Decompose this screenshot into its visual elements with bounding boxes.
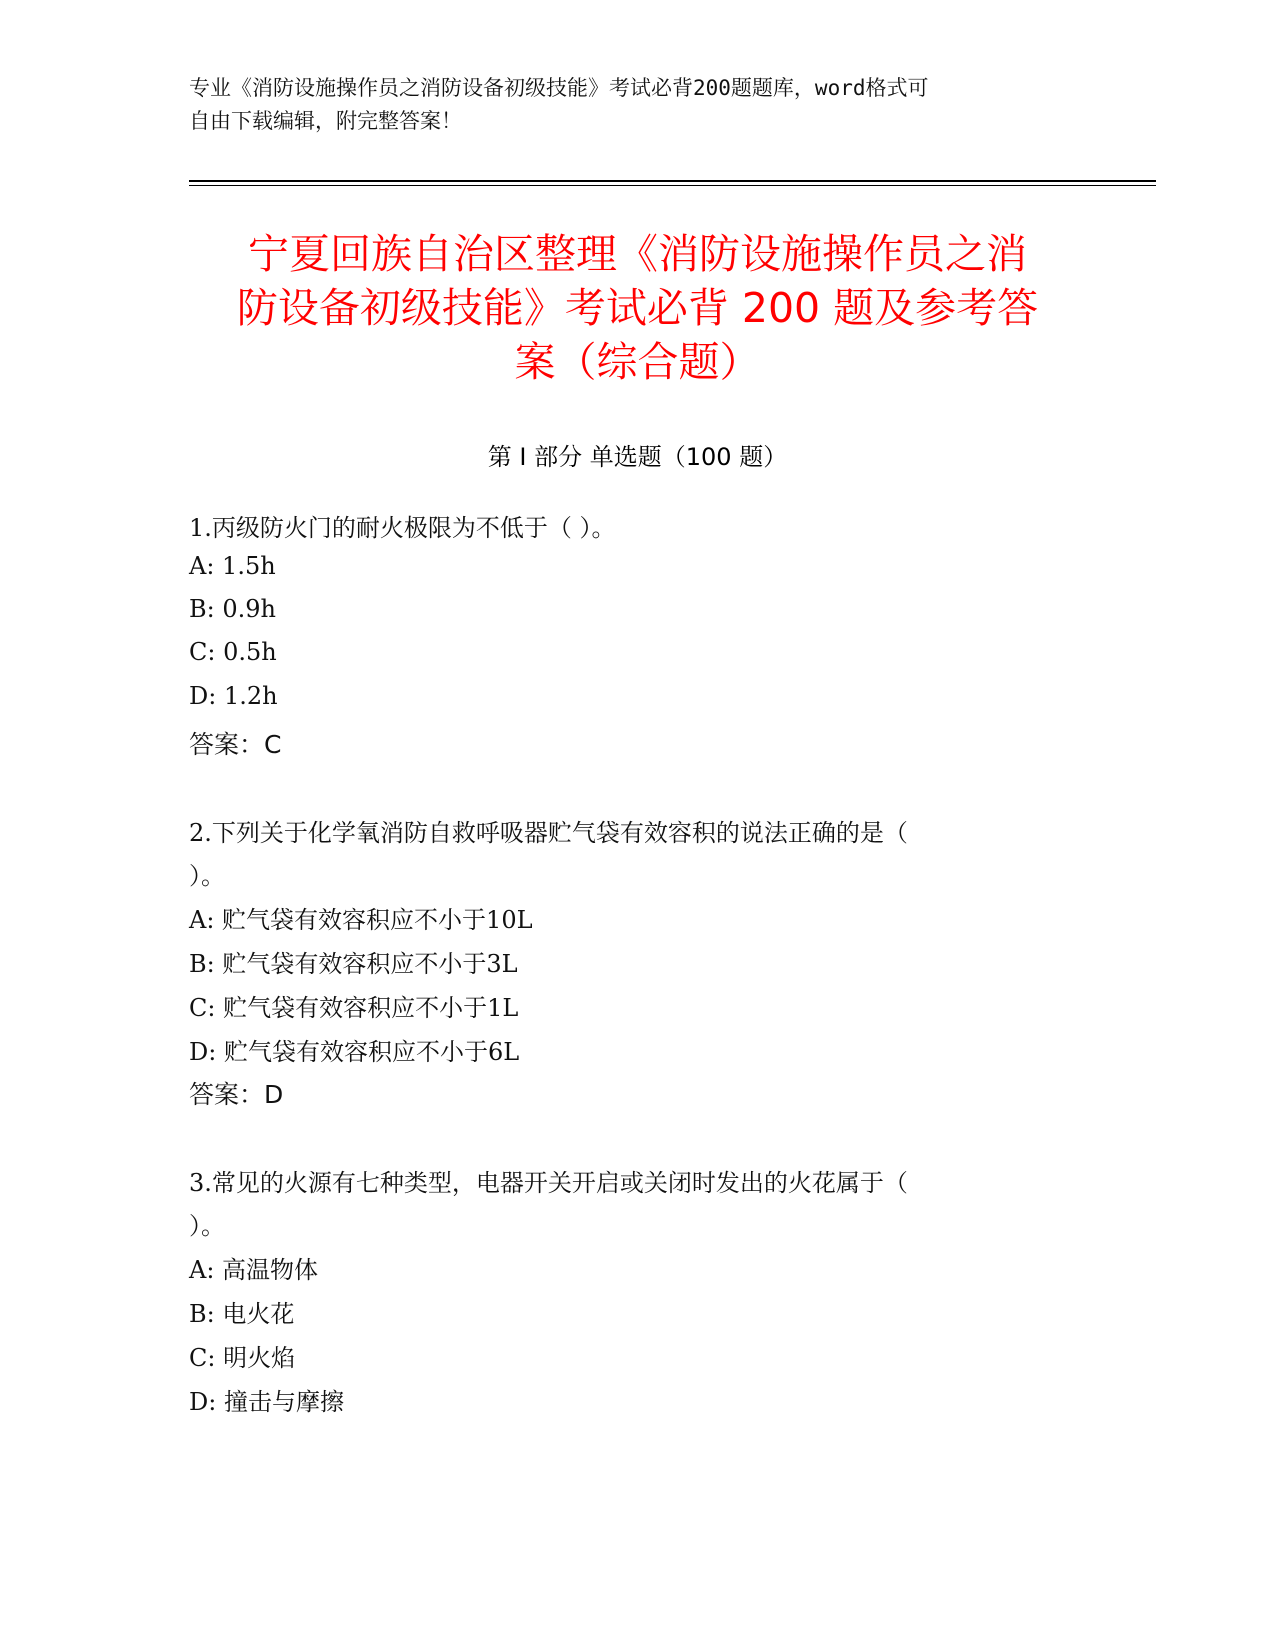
option-d: D: 1.2h xyxy=(189,682,278,710)
header-divider-thick xyxy=(189,180,1156,182)
answer: 答案：C xyxy=(189,730,282,759)
question-stem-continued: ）。 xyxy=(189,862,225,890)
title-line-1: 宁夏回族自治区整理《消防设施操作员之消 xyxy=(248,230,1027,278)
title-line-3: 案（综合题） xyxy=(514,338,761,386)
option-b: B: 贮气袋有效容积应不小于3L xyxy=(189,950,518,978)
intro-line-2: 自由下载编辑，附完整答案！ xyxy=(189,109,462,133)
option-a: A: 高温物体 xyxy=(189,1256,319,1284)
question-stem: 3.常见的火源有七种类型，电器开关开启或关闭时发出的火花属于（ xyxy=(189,1169,908,1197)
option-a: A: 1.5h xyxy=(189,552,276,580)
intro-line-1: 专业《消防设施操作员之消防设备初级技能》考试必背200题题库，word格式可 xyxy=(189,76,929,100)
option-d: D: 撞击与摩擦 xyxy=(189,1388,344,1416)
header-divider-thin xyxy=(189,185,1156,186)
option-c: C: 0.5h xyxy=(189,638,277,666)
question-stem: 1.丙级防火门的耐火极限为不低于（ ）。 xyxy=(189,514,616,542)
intro-text xyxy=(189,72,1069,138)
option-a: A: 贮气袋有效容积应不小于10L xyxy=(189,906,533,934)
answer: 答案：D xyxy=(189,1080,284,1109)
title-line-2: 防设备初级技能》考试必背 200 题及参考答 xyxy=(236,284,1039,332)
option-c: C: 明火焰 xyxy=(189,1344,296,1372)
document-title xyxy=(150,227,1125,389)
option-b: B: 0.9h xyxy=(189,595,276,623)
question-stem-continued: ）。 xyxy=(189,1212,225,1240)
option-c: C: 贮气袋有效容积应不小于1L xyxy=(189,994,519,1022)
section-heading: 第 I 部分 单选题（100 题） xyxy=(487,443,788,471)
option-b: B: 电火花 xyxy=(189,1300,295,1328)
option-d: D: 贮气袋有效容积应不小于6L xyxy=(189,1038,520,1066)
question-stem: 2.下列关于化学氧消防自救呼吸器贮气袋有效容积的说法正确的是（ xyxy=(189,819,908,847)
